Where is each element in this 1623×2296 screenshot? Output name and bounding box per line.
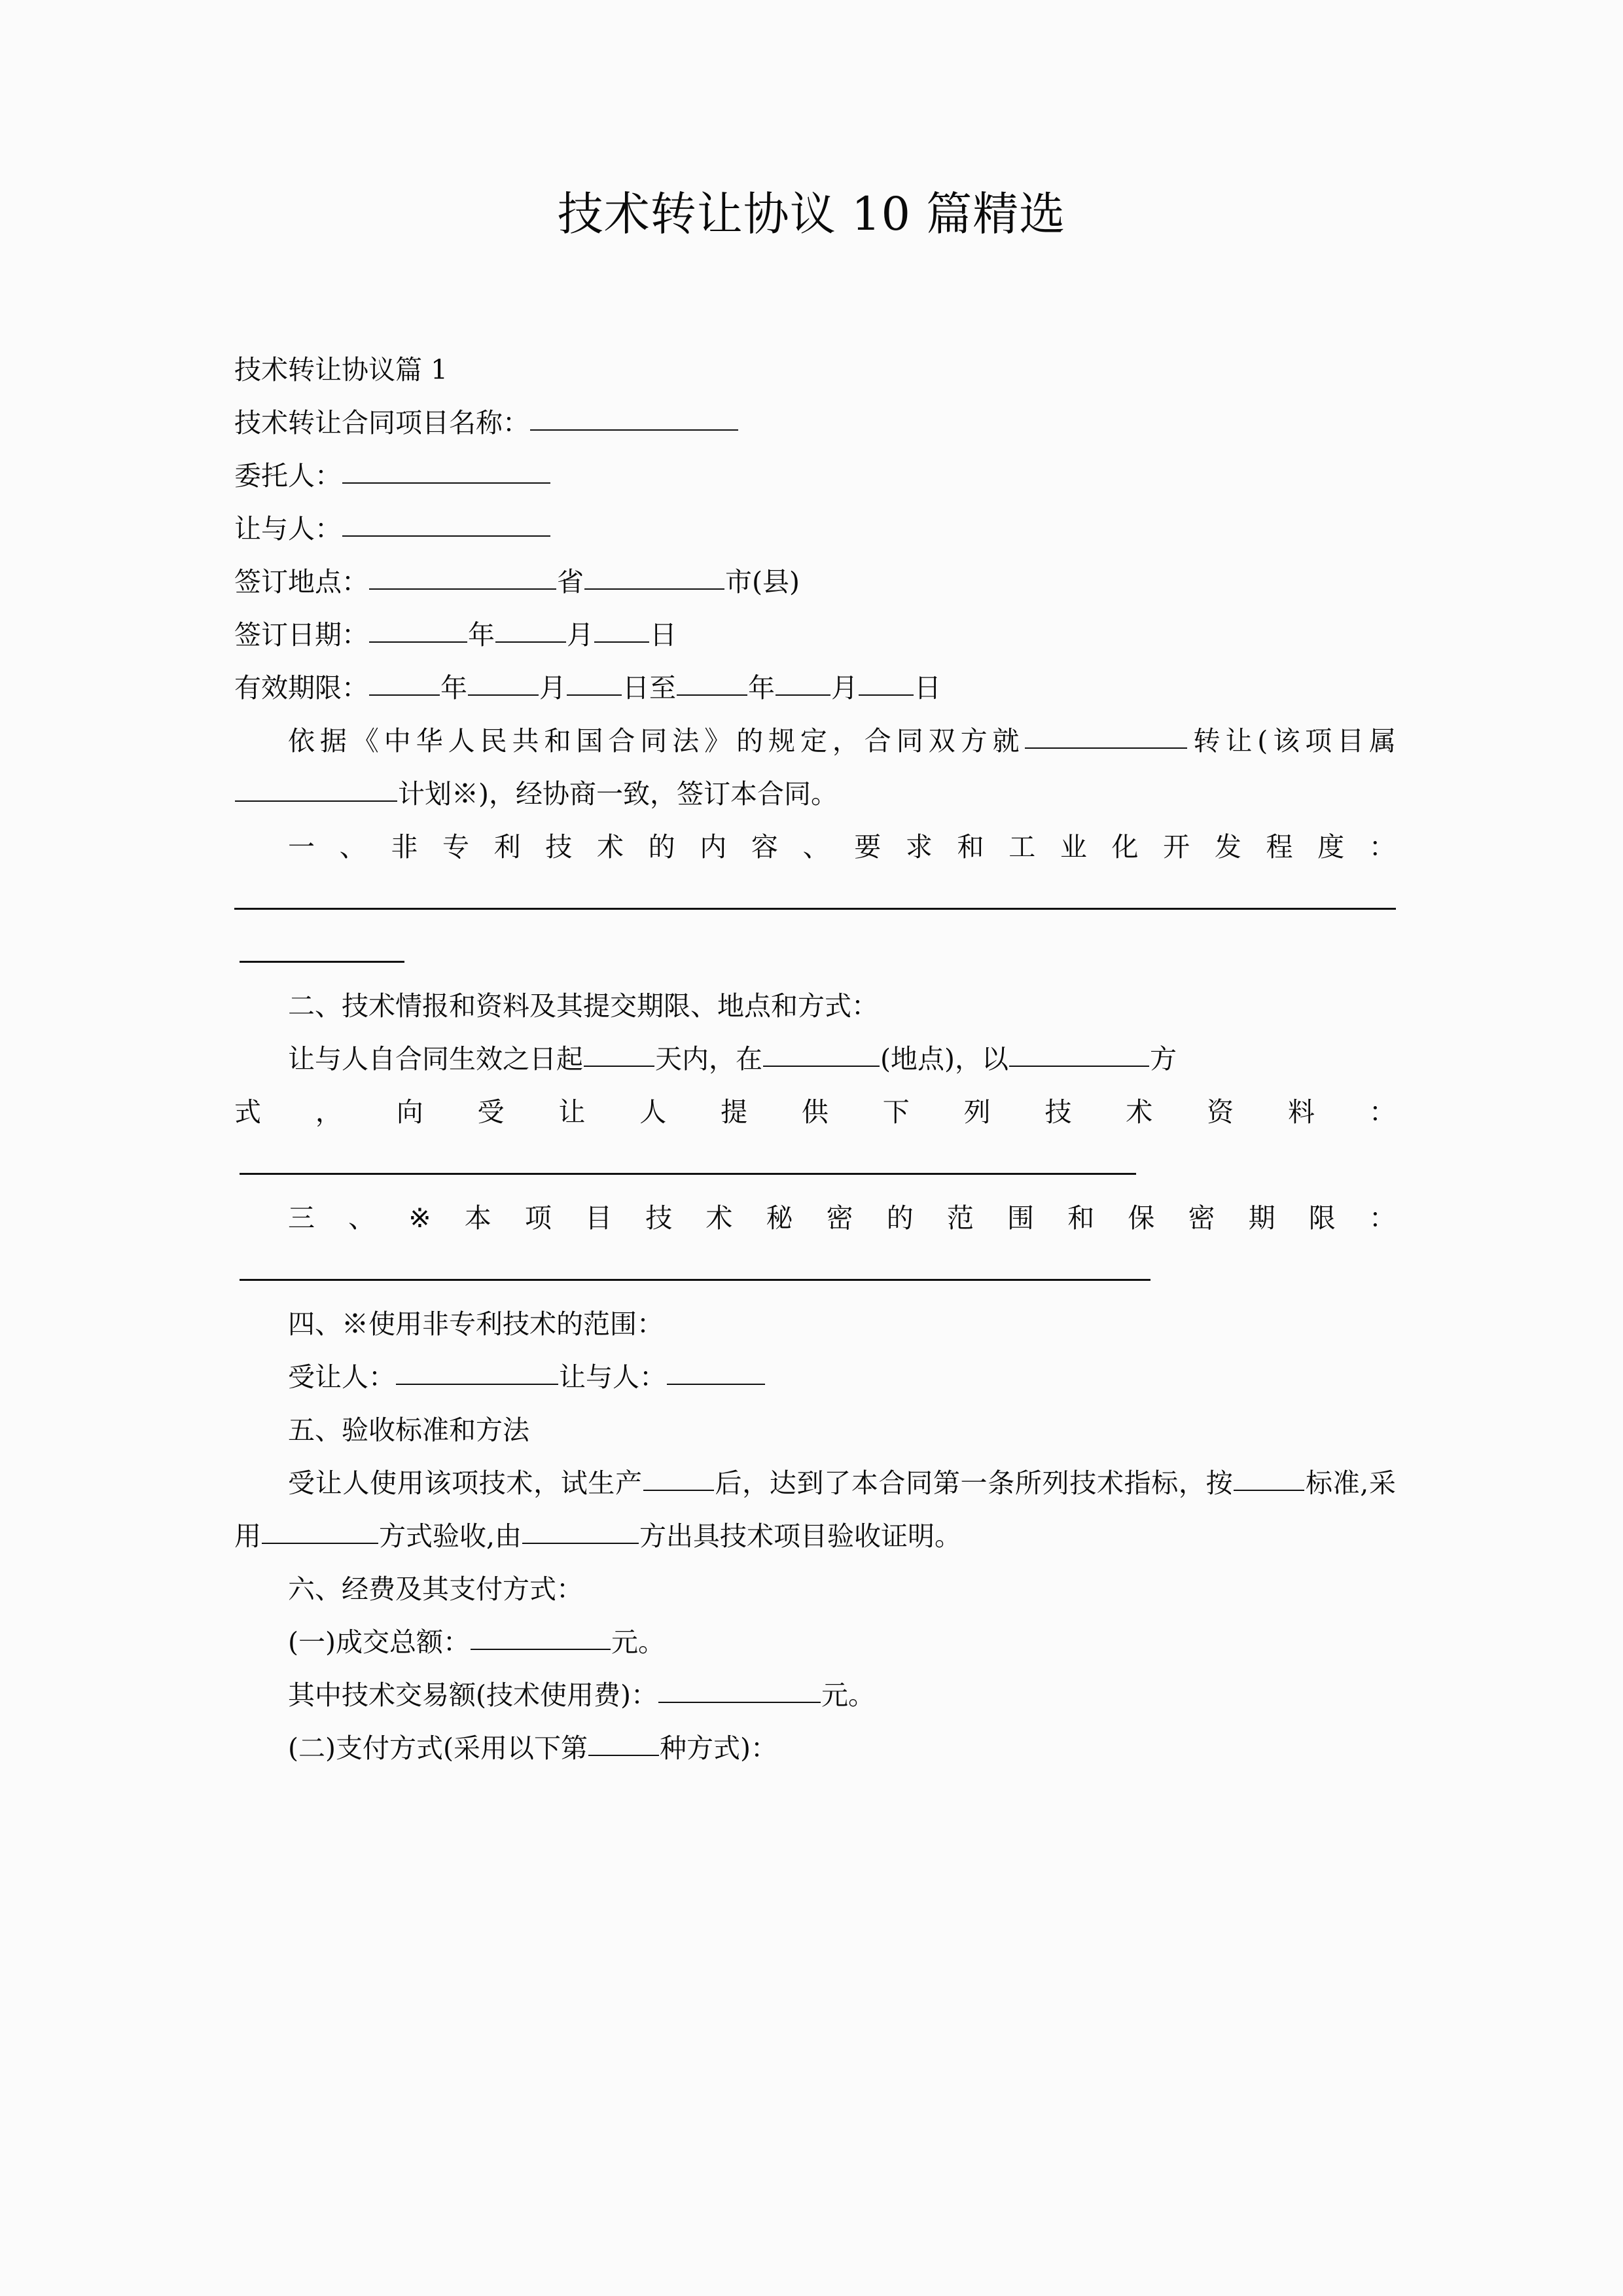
section-three-char-16: 期 [1248,1202,1275,1234]
section-one-char-13: 和 [957,831,984,863]
section-two-b-char-3: 受 [477,1096,505,1128]
section-five-part-5: 方出具技术项目验收证明。 [639,1520,962,1552]
preamble-part-3: 计划※)，经协商一致，签订本合同。 [398,778,838,810]
section-two-line-a [234,1033,1396,1086]
section-two-b-char-5: 人 [639,1096,667,1128]
answer-rule-4 [240,1279,1150,1281]
field-valid-period [234,662,1396,715]
section-three-char-5: 目 [585,1202,613,1234]
blank-province [369,564,556,590]
blank-issuing-party [522,1518,639,1544]
unit-year-2: 年 [440,672,467,704]
blank-location [763,1041,880,1067]
section-one-char-10: 、 [802,831,830,863]
blank-client [342,457,550,484]
section-two-part-4: 方 [1150,1043,1177,1075]
answer-rule-row-4 [234,1245,1396,1298]
section-three-char-15: 密 [1188,1202,1215,1234]
blank-transferor [342,511,550,537]
section-one-char-12: 求 [905,831,933,863]
section-one-char-18: 发 [1214,831,1241,863]
section-two-b-char-8: 下 [882,1096,910,1128]
preamble-part-2: 转让(该项目属 [1188,725,1396,757]
blank-start-month [468,670,539,696]
section-three-char-10: 的 [886,1202,914,1234]
section-one-char-20: 度 [1317,831,1345,863]
section-two-b-char-14: ： [1368,1096,1396,1128]
blank-standard [1234,1465,1304,1491]
answer-rule-row-1 [234,874,1396,927]
section-one-char-17: 开 [1163,831,1190,863]
section-three-char-6: 技 [645,1202,673,1234]
section-one-char-14: 工 [1008,831,1036,863]
unit-province: 省 [557,566,584,598]
section-one-char-15: 业 [1060,831,1087,863]
field-sign-place [234,556,1396,609]
section-five-part-3: 标准,采用 [234,1467,1397,1552]
blank-end-month [776,670,830,696]
unit-yuan-2: 元。 [821,1679,875,1711]
section-two-b-char-12: 资 [1207,1096,1234,1128]
preamble-paragraph [234,715,1396,821]
blank-end-year [677,670,747,696]
unit-day-2: 日 [622,672,649,704]
section-two-b-char-9: 列 [963,1096,991,1128]
answer-rule-2 [240,961,404,963]
blank-total-amount [471,1624,611,1650]
section-two-b-char-0: 式 [234,1096,261,1128]
valid-period-to: 至 [649,672,676,704]
section-five-part-1: 受让人使用该项技术，试生产 [288,1467,643,1499]
page-title: 技术转让协议 10 篇精选 [557,187,1066,241]
section-one-char-16: 化 [1111,831,1139,863]
field-label-project-name: 技术转让合同项目名称： [234,407,529,439]
section-two-b-char-1: ， [315,1096,342,1128]
field-transferor [234,503,1396,556]
unit-month-2: 月 [539,672,566,704]
section-two-line-b [234,1086,1396,1139]
section-one-char-19: 程 [1266,831,1293,863]
document-body [234,344,1396,1775]
section-three-char-11: 范 [946,1202,974,1234]
section-one-char-4: 利 [493,831,521,863]
section-three-char-7: 术 [705,1202,733,1234]
section-six-item-1 [234,1616,1396,1669]
section-three-char-13: 和 [1067,1202,1095,1234]
unit-day-3: 日 [914,672,941,704]
unit-year-1: 年 [468,619,495,651]
blank-trial-production [643,1465,714,1491]
field-label-valid-period: 有效期限： [234,672,368,704]
blank-days [584,1041,654,1067]
blank-project-name [530,404,738,431]
section-one-char-1: 、 [339,831,366,863]
section-two-b-char-10: 技 [1044,1096,1072,1128]
blank-method [1009,1041,1149,1067]
answer-rule-row-2 [234,927,1396,980]
unit-month-3: 月 [831,672,858,704]
preamble-part-1: 依据《中华人民共和国合同法》的规定，合同双方就 [288,725,1025,757]
blank-start-day [567,670,622,696]
blank-tech-fee [658,1677,821,1703]
section-two-b-char-7: 供 [801,1096,829,1128]
label-tech-fee: 其中技术交易额(技术使用费)： [288,1679,658,1711]
section-six-item-2 [234,1669,1396,1722]
blank-plan-name [235,776,397,802]
section-two-b-char-11: 术 [1126,1096,1153,1128]
answer-rule-1 [234,908,1396,910]
section-one-char-5: 技 [545,831,573,863]
section-one-heading [234,821,1396,874]
blank-payment-option [588,1730,659,1756]
unit-month-1: 月 [567,619,594,651]
section-three-char-9: 密 [826,1202,853,1234]
section-one-char-8: 内 [700,831,727,863]
section-three-char-8: 秘 [766,1202,793,1234]
section-five-paragraph [234,1457,1396,1563]
blank-start-year [369,670,440,696]
section-one-char-0: 一 [288,831,315,863]
section-one-char-2: 非 [391,831,418,863]
section-three-char-1: 、 [348,1202,376,1234]
section-two-b-char-6: 提 [721,1096,748,1128]
field-project-name [234,397,1396,450]
section-one-char-9: 容 [751,831,778,863]
section-three-char-2: ※ [408,1202,431,1234]
blank-sign-day [594,617,649,643]
section-three-char-17: 限 [1308,1202,1336,1234]
section-five-part-4: 方式验收,由 [379,1520,522,1552]
label-payment-method-tail: 种方式)： [660,1732,777,1764]
section-three-char-0: 三 [288,1202,315,1234]
section-one-char-11: 要 [854,831,882,863]
section-two-b-char-4: 让 [558,1096,586,1128]
section-two-b-char-13: 料 [1287,1096,1315,1128]
section-three-char-12: 围 [1007,1202,1035,1234]
section-three-char-4: 项 [524,1202,552,1234]
blank-sign-month [495,617,566,643]
blank-transfer-subject [1025,723,1187,749]
section-six-item-3 [234,1722,1396,1775]
section-six-heading: 六、经费及其支付方式： [288,1573,583,1605]
blank-assignee [396,1359,558,1385]
field-label-client: 委托人： [234,460,342,492]
section-five-heading: 五、验收标准和方法 [288,1414,529,1446]
section-four-parties [234,1351,1396,1404]
section-two-b-char-2: 向 [396,1096,423,1128]
blank-city [584,564,724,590]
section-two-heading: 二、技术情报和资料及其提交期限、地点和方式： [288,990,878,1022]
section-heading-piece-1: 技术转让协议篇 1 [234,354,448,386]
section-three-char-18: ： [1368,1202,1396,1234]
label-transferor-2: 让与人： [559,1361,666,1393]
blank-sign-year [369,617,467,643]
section-three-heading [234,1192,1396,1245]
section-two-part-1: 让与人自合同生效之日起 [288,1043,583,1075]
section-two-part-2: 天内，在 [655,1043,762,1075]
blank-acceptance-method [262,1518,378,1544]
label-total-amount: (一)成交总额： [288,1626,470,1658]
unit-city: 市(县) [725,566,800,598]
unit-yuan-1: 元。 [611,1626,665,1658]
section-two-part-3: (地点)，以 [880,1043,1008,1075]
unit-year-3: 年 [748,672,775,704]
section-three-char-3: 本 [464,1202,491,1234]
section-three-char-14: 保 [1128,1202,1155,1234]
field-sign-date [234,609,1396,662]
field-label-sign-place: 签订地点： [234,566,368,598]
field-label-sign-date: 签订日期： [234,619,368,651]
field-label-transferor: 让与人： [234,513,342,545]
section-one-char-3: 专 [442,831,469,863]
section-one-char-21: ： [1368,831,1396,863]
unit-day-1: 日 [650,619,677,651]
section-four-heading: 四、※使用非专利技术的范围： [288,1308,664,1340]
label-payment-method: (二)支付方式(采用以下第 [288,1732,588,1764]
label-assignee: 受让人： [288,1361,395,1393]
answer-rule-row-3 [234,1139,1396,1192]
section-one-char-7: 的 [648,831,675,863]
section-five-part-2: 后，达到了本合同第一条所列技术指标，按 [714,1467,1234,1499]
blank-transferor-2 [667,1359,765,1385]
answer-rule-3 [240,1173,1136,1175]
blank-end-day [859,670,914,696]
field-client [234,450,1396,503]
section-one-char-6: 术 [596,831,624,863]
